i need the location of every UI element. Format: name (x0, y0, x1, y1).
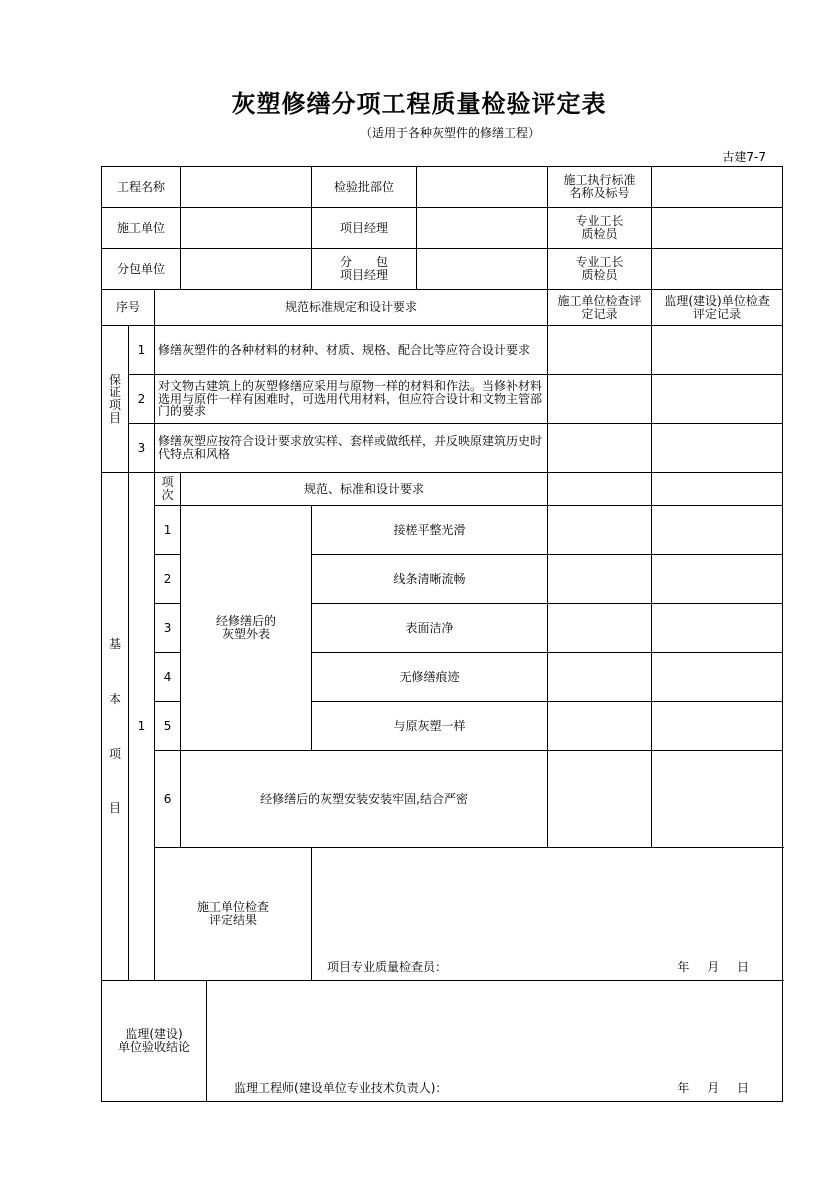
basic-subheader-row (102, 473, 783, 506)
standard-field[interactable] (652, 167, 783, 208)
guarantee-item-text: 修缮灰塑应按符合设计要求放实样、套样或做纸样，并反映原建筑历史时代特点和风格 (155, 424, 548, 473)
basic-item-no: 4 (155, 653, 181, 702)
foreman2-field[interactable] (652, 249, 783, 290)
guarantee-row-3 (102, 424, 783, 473)
guarantee-item-no: 3 (129, 424, 155, 473)
guarantee-row-2 (102, 375, 783, 424)
result-label: 施工单位检查 评定结果 (155, 848, 312, 981)
basic-item-text: 经修缮后的灰塑安装安装牢固,结合严密 (181, 751, 548, 848)
result-signer-label: 项目专业质量检查员： (327, 960, 448, 975)
page-subtitle: （适用于各种灰塑件的修缮工程） (359, 126, 540, 140)
sub-manager-field[interactable] (417, 249, 548, 290)
basic-item-no: 2 (155, 555, 181, 604)
guarantee-row-1 (102, 326, 783, 375)
conclusion-label: 监理(建设) 单位验收结论 (102, 981, 207, 1102)
basic-item-no: 3 (155, 604, 181, 653)
guarantee-supervision-record[interactable] (652, 375, 783, 424)
form-code: 古建7-7 (722, 150, 766, 164)
subcontract-unit-field[interactable] (181, 249, 312, 290)
basic-supervision-record[interactable] (652, 604, 783, 653)
conclusion-signer-label: 监理工程师(建设单位专业技术负责人)： (234, 1081, 448, 1096)
conclusion-date: 年 月 日 (677, 1081, 750, 1096)
guarantee-supervision-record[interactable] (652, 326, 783, 375)
guarantee-construction-record[interactable] (548, 375, 652, 424)
basic-item-text: 表面洁净 (312, 604, 548, 653)
basic-group-no: 1 (129, 473, 155, 981)
guarantee-item-text: 对文物古建筑上的灰塑修缮应采用与原物一样的材料和作法。当修补材料选用与原件一样有困难时，可选用代用材料，但应符合设计和文物主管部门的要求 (155, 375, 548, 424)
foreman2-label: 专业工长 质检员 (548, 249, 652, 290)
column-header-row (102, 290, 783, 326)
sub-manager-label: 分 包 项目经理 (312, 249, 417, 290)
project-manager-label: 项目经理 (312, 208, 417, 249)
basic-construction-record[interactable] (548, 555, 652, 604)
basic-item-no: 1 (155, 506, 181, 555)
basic-construction-record[interactable] (548, 473, 652, 506)
construction-unit-field[interactable] (181, 208, 312, 249)
basic-item-no: 6 (155, 751, 181, 848)
basic-supervision-record[interactable] (652, 506, 783, 555)
basic-construction-record[interactable] (548, 751, 652, 848)
basic-item-no: 5 (155, 702, 181, 751)
guarantee-item-no: 1 (129, 326, 155, 375)
basic-item-text: 接槎平整光滑 (312, 506, 548, 555)
basic-section-label: 基 本 项 目 (102, 473, 129, 981)
subcontract-unit-label: 分包单位 (102, 249, 181, 290)
basic-supervision-record[interactable] (652, 653, 783, 702)
guarantee-item-no: 2 (129, 375, 155, 424)
inspection-form-table (101, 166, 783, 1102)
basic-supervision-record[interactable] (652, 702, 783, 751)
conclusion-content[interactable] (207, 981, 783, 1102)
basic-construction-record[interactable] (548, 653, 652, 702)
foreman-field[interactable] (652, 208, 783, 249)
basic-row-1 (102, 506, 783, 555)
requirements-header: 规范标准规定和设计要求 (155, 290, 548, 326)
conclusion-row (102, 981, 783, 1102)
standard-label: 施工执行标准 名称及标号 (548, 167, 652, 208)
construction-unit-label: 施工单位 (102, 208, 181, 249)
basic-row-6 (102, 751, 783, 848)
construction-check-header: 施工单位检查评 定记录 (548, 290, 652, 326)
project-name-label: 工程名称 (102, 167, 181, 208)
basic-supervision-record[interactable] (652, 555, 783, 604)
header-row-subcontract (102, 249, 783, 290)
guarantee-section-label: 保 证 项 目 (102, 326, 129, 473)
guarantee-construction-record[interactable] (548, 424, 652, 473)
basic-group-label: 经修缮后的 灰塑外表 (181, 506, 312, 751)
basic-construction-record[interactable] (548, 702, 652, 751)
basic-supervision-record[interactable] (652, 473, 783, 506)
basic-item-text: 线条清晰流畅 (312, 555, 548, 604)
basic-item-text: 无修缮痕迹 (312, 653, 548, 702)
guarantee-supervision-record[interactable] (652, 424, 783, 473)
inspection-part-label: 检验批部位 (312, 167, 417, 208)
result-row (102, 848, 783, 981)
project-manager-field[interactable] (417, 208, 548, 249)
basic-subheader-text: 规范、标准和设计要求 (181, 473, 548, 506)
header-row-construction (102, 208, 783, 249)
guarantee-item-text: 修缮灰塑件的各种材料的材种、材质、规格、配合比等应符合设计要求 (155, 326, 548, 375)
supervision-check-header: 监理(建设)单位检查 评定记录 (652, 290, 783, 326)
page-title: 灰塑修缮分项工程质量检验评定表 (231, 90, 607, 118)
header-row-project (102, 167, 783, 208)
basic-construction-record[interactable] (548, 604, 652, 653)
seq-header: 序号 (102, 290, 155, 326)
basic-construction-record[interactable] (548, 506, 652, 555)
inspection-part-field[interactable] (417, 167, 548, 208)
result-date: 年 月 日 (677, 960, 750, 975)
basic-item-text: 与原灰塑一样 (312, 702, 548, 751)
project-name-field[interactable] (181, 167, 312, 208)
basic-subheader-no: 项 次 (155, 473, 181, 506)
guarantee-construction-record[interactable] (548, 326, 652, 375)
result-content[interactable] (312, 848, 783, 981)
basic-supervision-record[interactable] (652, 751, 783, 848)
foreman-label: 专业工长 质检员 (548, 208, 652, 249)
